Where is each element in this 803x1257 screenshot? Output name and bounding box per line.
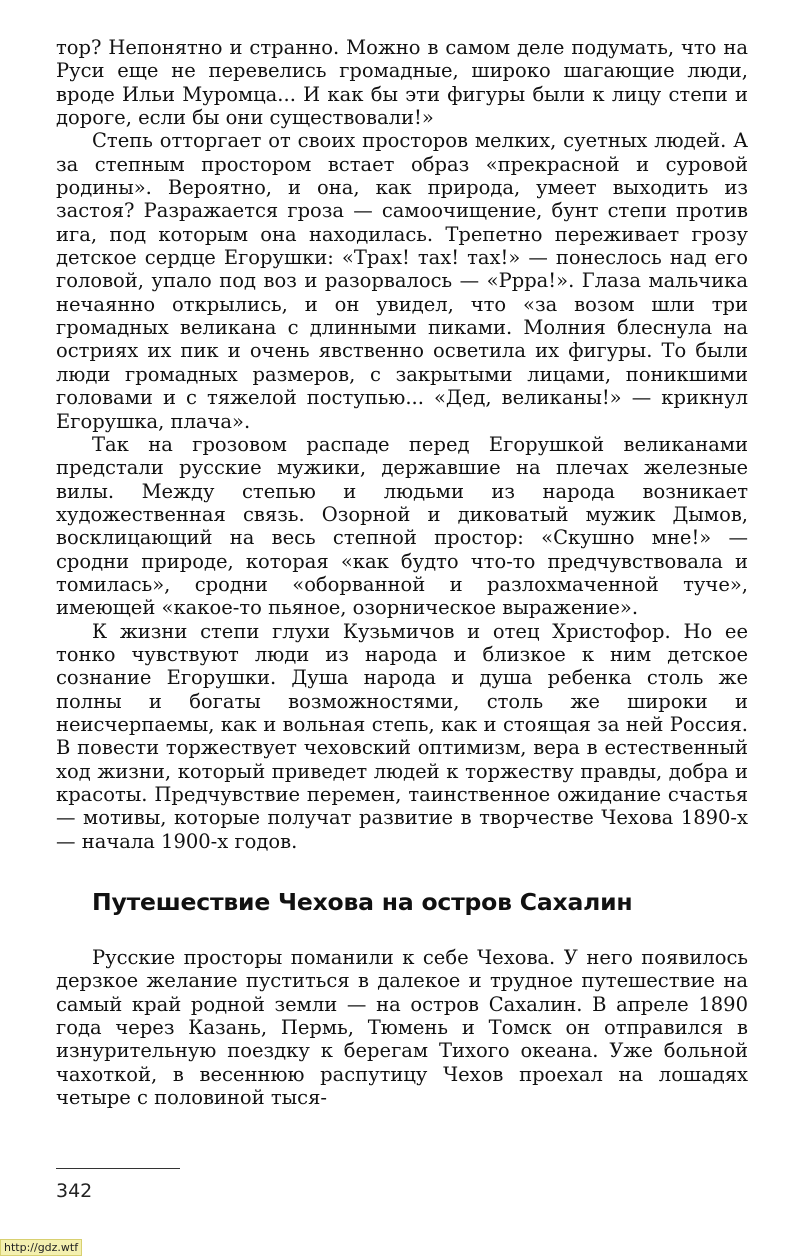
page-number: 342 [56, 1180, 93, 1202]
watermark-link[interactable]: http://gdz.wtf [0, 1239, 82, 1256]
page-body [56, 36, 748, 1109]
paragraph-5: Русские просторы поманили к себе Чехова. У него появилось дерзкое желание пуститься в далекое и трудное путешествие на самый край родной земли — на остров Сахалин. В апреле 1890 года через Казань, Пермь, Тюмень и Томск он отправился в изнурительную поездку к берегам Тихого океана. Уже больной чахоткой, в весеннюю распутицу Чехов проехал на лошадях четыре с половиной тыся- [56, 946, 748, 1110]
paragraph-4: К жизни степи глухи Кузьмичов и отец Христофор. Но ее тонко чувствуют люди из народа и близкое к ним детское сознание Егорушки. Душа народа и душа ребенка столь же полны и богаты возможностями, столь же широки и неисчерпаемы, как и вольная степь, как и стоящая за ней Россия. В повести торжествует чеховский оптимизм, вера в естественный ход жизни, который приведет людей к торжеству правды, добра и красоты. Предчувствие перемен, таинственное ожидание счастья — мотивы, которые получат развитие в творчестве Чехова 1890-х — начала 1900-х годов. [56, 619, 748, 853]
paragraph-3: Так на грозовом распаде перед Егорушкой великанами предстали русские мужики, державшие на плечах железные вилы. Между степью и людьми из народа возникает художественная связь. Озорной и диковатый мужик Дымов, восклицающий на весь степной простор: «Скушно мне!» — сродни природе, которая «как будто что-то предчувствовала и томилась», сродни «оборванной и разлохмаченной туче», имеющей «какое-то пьяное, озорническое выражение». [56, 432, 748, 620]
footer-rule [56, 1168, 180, 1169]
section-heading: Путешествие Чехова на остров Сахалин [92, 888, 633, 917]
paragraph-2: Степь отторгает от своих просторов мелких, суетных людей. А за степным простором встает образ «прекрасной и суровой родины». Вероятно, и она, как природа, умеет выходить из застоя? Разражается гроза — самоочищение, бунт степи против ига, под которым она находилась. Трепетно переживает грозу детское сердце Егорушки: «Трах! тах! тах!» — понеслось над его головой, упало под воз и разорвалось — «Ррра!». Глаза мальчика нечаянно открылись, и он увидел, что «за возом шли три громадных великана с длинными пиками. Молния блеснула на остриях их пик и очень явственно осветила их фигуры. То были люди громадных размеров, с закрытыми лицами, поникшими головами и с тяжелой поступью... «Дед, великаны!» — крикнул Егорушка, плача». [56, 129, 748, 433]
paragraph-1: тор? Непонятно и странно. Можно в самом деле подумать, что на Руси еще не перевелись громадные, широко шагающие люди, вроде Ильи Муромца... И как бы эти фигуры были к лицу степи и дороге, если бы они существовали!» [56, 36, 748, 130]
